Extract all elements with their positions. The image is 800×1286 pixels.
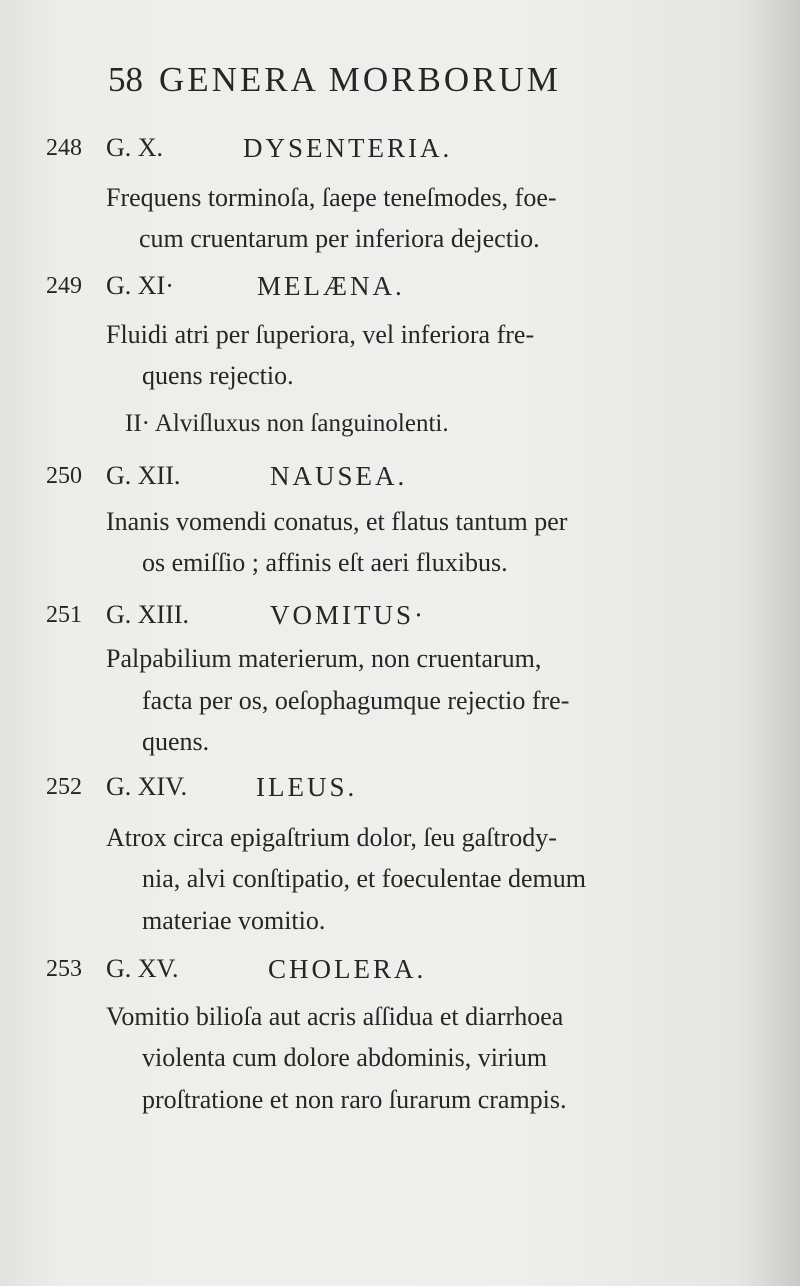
description-line: quens rejectio. bbox=[142, 361, 294, 390]
description-line: Inanis vomendi conatus, et flatus tantum per bbox=[106, 507, 568, 536]
description-line: facta per os, oeſophagumque rejectio fre- bbox=[142, 686, 570, 715]
genus-label: G. XIII. bbox=[106, 600, 190, 629]
description-line: Fluidi atri per ſuperiora, vel inferiora fre- bbox=[106, 320, 535, 349]
genus-label: G. XIV. bbox=[106, 772, 188, 801]
description-line: Atrox circa epigaſtrium dolor, ſeu gaſtrody- bbox=[106, 823, 557, 852]
description-line: Vomitio bilioſa aut acris aſſidua et diarrhoea bbox=[106, 1002, 564, 1031]
description-line: materiae vomitio. bbox=[142, 906, 326, 935]
description-line: quens. bbox=[142, 727, 210, 756]
genus-label: G. XI· bbox=[106, 271, 174, 300]
description-line: cum cruentarum per inferiora dejectio. bbox=[139, 224, 540, 253]
description-line: Palpabilium materierum, non cruentarum, bbox=[106, 644, 542, 673]
running-head-title: GENERA MORBORUM bbox=[159, 60, 561, 99]
description-line: proſtratione et non raro ſurarum crampis. bbox=[142, 1085, 567, 1114]
entry-number: 248 bbox=[46, 135, 82, 161]
genus-label: G. X. bbox=[106, 133, 164, 162]
description-line: os emiſſio ; affinis eſt aeri fluxibus. bbox=[142, 548, 508, 577]
running-header bbox=[108, 60, 673, 110]
page-number: 58 bbox=[108, 60, 143, 99]
genus-label: G. XII. bbox=[106, 461, 181, 490]
disease-name: MELÆNA. bbox=[257, 271, 405, 301]
entry-number: 250 bbox=[46, 463, 82, 489]
section-subheading: II· Alviſluxus non ſanguinolenti. bbox=[125, 410, 449, 437]
entry-number: 252 bbox=[46, 774, 82, 800]
genus-label: G. XV. bbox=[106, 954, 179, 983]
description-line: nia, alvi conſtipatio, et foeculentae demum bbox=[142, 864, 587, 893]
entry-number: 249 bbox=[46, 273, 82, 299]
disease-name: ILEUS. bbox=[256, 772, 358, 802]
description-line: violenta cum dolore abdominis, virium bbox=[142, 1043, 548, 1072]
disease-name: CHOLERA. bbox=[268, 954, 427, 984]
description-line: Frequens torminoſa, ſaepe teneſmodes, foe- bbox=[106, 183, 557, 212]
disease-name: NAUSEA. bbox=[270, 461, 408, 491]
entry-number: 253 bbox=[46, 956, 82, 982]
disease-name: DYSENTERIA. bbox=[243, 133, 453, 163]
entry-number: 251 bbox=[46, 602, 82, 628]
disease-name: VOMITUS· bbox=[270, 600, 426, 630]
